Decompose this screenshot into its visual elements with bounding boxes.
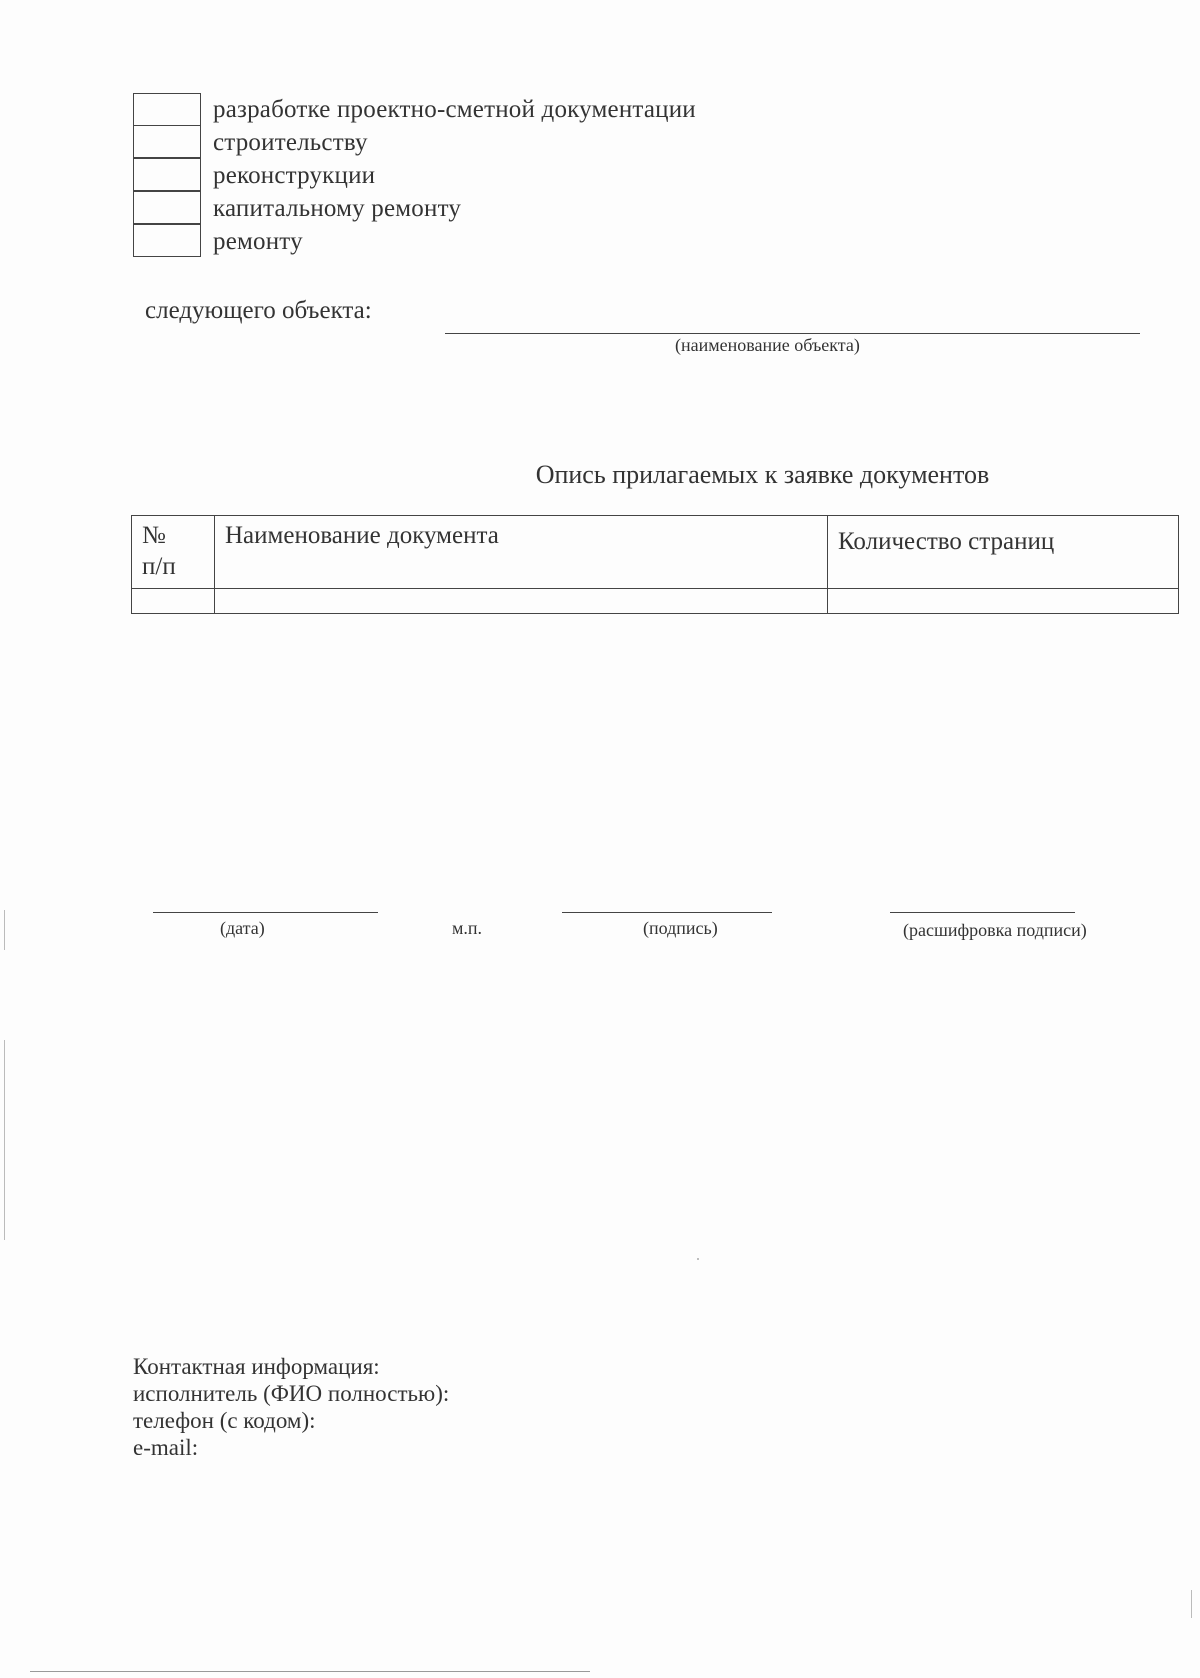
contact-phone: телефон (с кодом): [133,1408,316,1433]
object-label: следующего объекта: [145,297,372,324]
work-type-checkbox[interactable] [133,125,201,158]
work-type-checkbox[interactable] [133,224,201,257]
scan-mark [1191,1590,1192,1618]
work-type-checkbox[interactable] [133,158,201,191]
column-header-name: Наименование документа [215,516,828,589]
table-header-row [132,516,1179,589]
work-type-label: ремонту [213,228,303,255]
work-type-row [133,159,696,192]
scan-mark [4,910,5,950]
documents-table [131,515,1179,614]
contact-executor: исполнитель (ФИО полностью): [133,1381,450,1406]
work-type-row [133,192,696,225]
contact-info [133,1353,449,1461]
date-field[interactable] [153,912,378,913]
work-type-checklist [133,93,696,258]
contact-email: e-mail: [133,1435,199,1460]
column-header-number [132,516,215,589]
column-header-number-abbr: п/п [142,553,176,581]
cell-number[interactable] [132,589,215,614]
table-row [132,589,1179,614]
contact-heading: Контактная информация: [133,1354,380,1379]
object-name-field[interactable] [445,333,1140,334]
object-caption: (наименование объекта) [675,335,860,355]
column-header-pages: Количество страниц [828,516,1179,589]
signature-caption: (подпись) [643,918,718,938]
work-type-label: строительству [213,129,368,156]
column-header-number-symbol: № [142,522,166,549]
signature-field[interactable] [562,912,772,913]
work-type-checkbox[interactable] [133,93,201,126]
work-type-row [133,126,696,159]
cell-pages[interactable] [828,589,1179,614]
work-type-row [133,225,696,258]
scan-speck [697,1258,699,1260]
signature-decode-field[interactable] [890,912,1075,913]
stamp-caption: м.п. [452,918,483,938]
work-type-label: капитальному ремонту [213,195,462,222]
work-type-label: разработке проектно-сметной документации [213,96,696,123]
scan-mark [4,1040,5,1240]
inventory-title: Опись прилагаемых к заявке документов [535,460,990,489]
date-caption: (дата) [220,918,265,938]
cell-name[interactable] [215,589,828,614]
work-type-label: реконструкции [213,162,376,189]
bottom-rule [30,1671,590,1672]
work-type-checkbox[interactable] [133,191,201,224]
work-type-row [133,93,696,126]
signature-decode-caption: (расшифровка подписи) [903,920,1087,940]
